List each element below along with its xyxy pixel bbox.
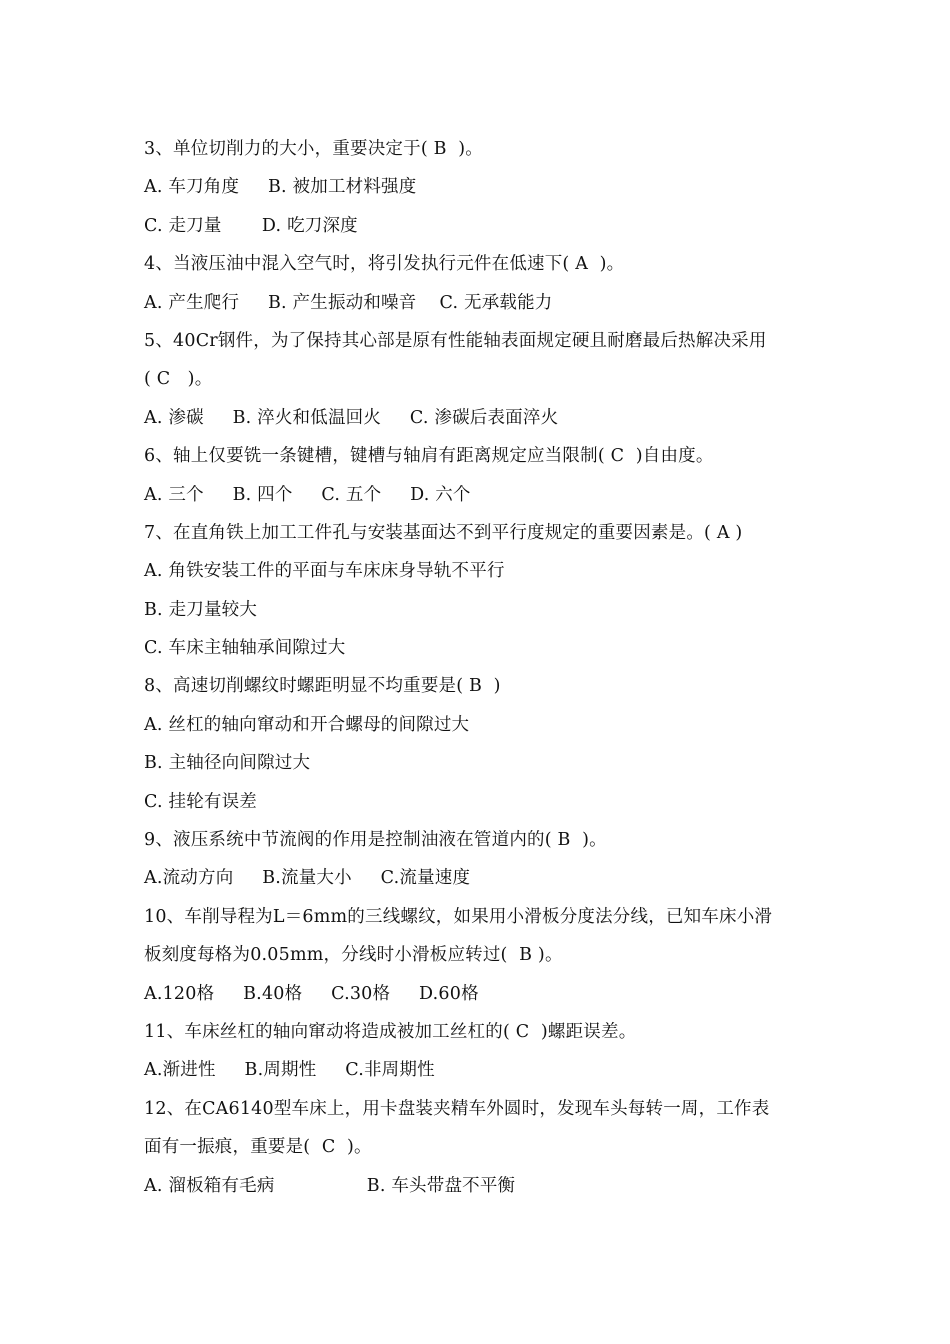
question-12-options: A. 溜板箱有毛病 B. 车头带盘不平衡 bbox=[144, 1175, 516, 1196]
question-8: 8、高速切削螺纹时螺距明显不均重要是( B ) bbox=[144, 676, 501, 697]
question-8-option-a: A. 丝杠的轴向窜动和开合螺母的间隙过大 bbox=[144, 714, 470, 735]
question-7-option-a: A. 角铁安装工件的平面与车床床身导轨不平行 bbox=[144, 561, 505, 582]
question-8-option-c: C. 挂轮有误差 bbox=[144, 791, 257, 812]
question-6-options: A. 三个 B. 四个 C. 五个 D. 六个 bbox=[144, 484, 471, 505]
question-9-options: A.流动方向 B.流量大小 C.流量速度 bbox=[144, 868, 471, 889]
question-9: 9、液压系统中节流阀的作用是控制油液在管道内的( B )。 bbox=[144, 830, 607, 851]
question-10-options: A.120格 B.40格 C.30格 D.60格 bbox=[144, 983, 479, 1004]
question-list bbox=[144, 130, 824, 1205]
question-7-option-c: C. 车床主轴轴承间隙过大 bbox=[144, 638, 346, 659]
question-5-options: A. 渗碳 B. 淬火和低温回火 C. 渗碳后表面淬火 bbox=[144, 407, 559, 428]
question-7: 7、在直角铁上加工工件孔与安装基面达不到平行度规定的重要因素是。( A ) bbox=[144, 522, 743, 543]
question-4: 4、当液压油中混入空气时，将引发执行元件在低速下( A )。 bbox=[144, 254, 625, 275]
question-10: 10、车削导程为L＝6mm的三线螺纹，如果用小滑板分度法分线，已知车床小滑 bbox=[144, 906, 773, 927]
question-3-options-cd: C. 走刀量 D. 吃刀深度 bbox=[144, 215, 358, 236]
question-4-options: A. 产生爬行 B. 产生振动和噪音 C. 无承载能力 bbox=[144, 292, 553, 313]
question-7-option-b: B. 走刀量较大 bbox=[144, 599, 258, 620]
question-11-options: A.渐进性 B.周期性 C.非周期性 bbox=[144, 1060, 435, 1081]
question-12-continued: 面有一振痕，重要是( C )。 bbox=[144, 1137, 372, 1158]
question-3-options-ab: A. 车刀角度 B. 被加工材料强度 bbox=[144, 177, 417, 198]
question-11: 11、车床丝杠的轴向窜动将造成被加工丝杠的( C )螺距误差。 bbox=[144, 1021, 637, 1042]
question-5: 5、40Cr钢件，为了保持其心部是原有性能轴表面规定硬且耐磨最后热解决采用 bbox=[144, 330, 767, 351]
question-5-continued: ( C )。 bbox=[144, 369, 213, 390]
question-12: 12、在CA6140型车床上，用卡盘装夹精车外圆时，发现车头每转一周，工作表 bbox=[144, 1098, 770, 1119]
question-8-option-b: B. 主轴径向间隙过大 bbox=[144, 753, 311, 774]
question-6: 6、轴上仅要铣一条键槽，键槽与轴肩有距离规定应当限制( C )自由度。 bbox=[144, 446, 714, 467]
question-3: 3、单位切削力的大小，重要决定于( B )。 bbox=[144, 139, 483, 159]
question-10-continued: 板刻度每格为0.05mm，分线时小滑板应转过( B )。 bbox=[144, 945, 563, 966]
